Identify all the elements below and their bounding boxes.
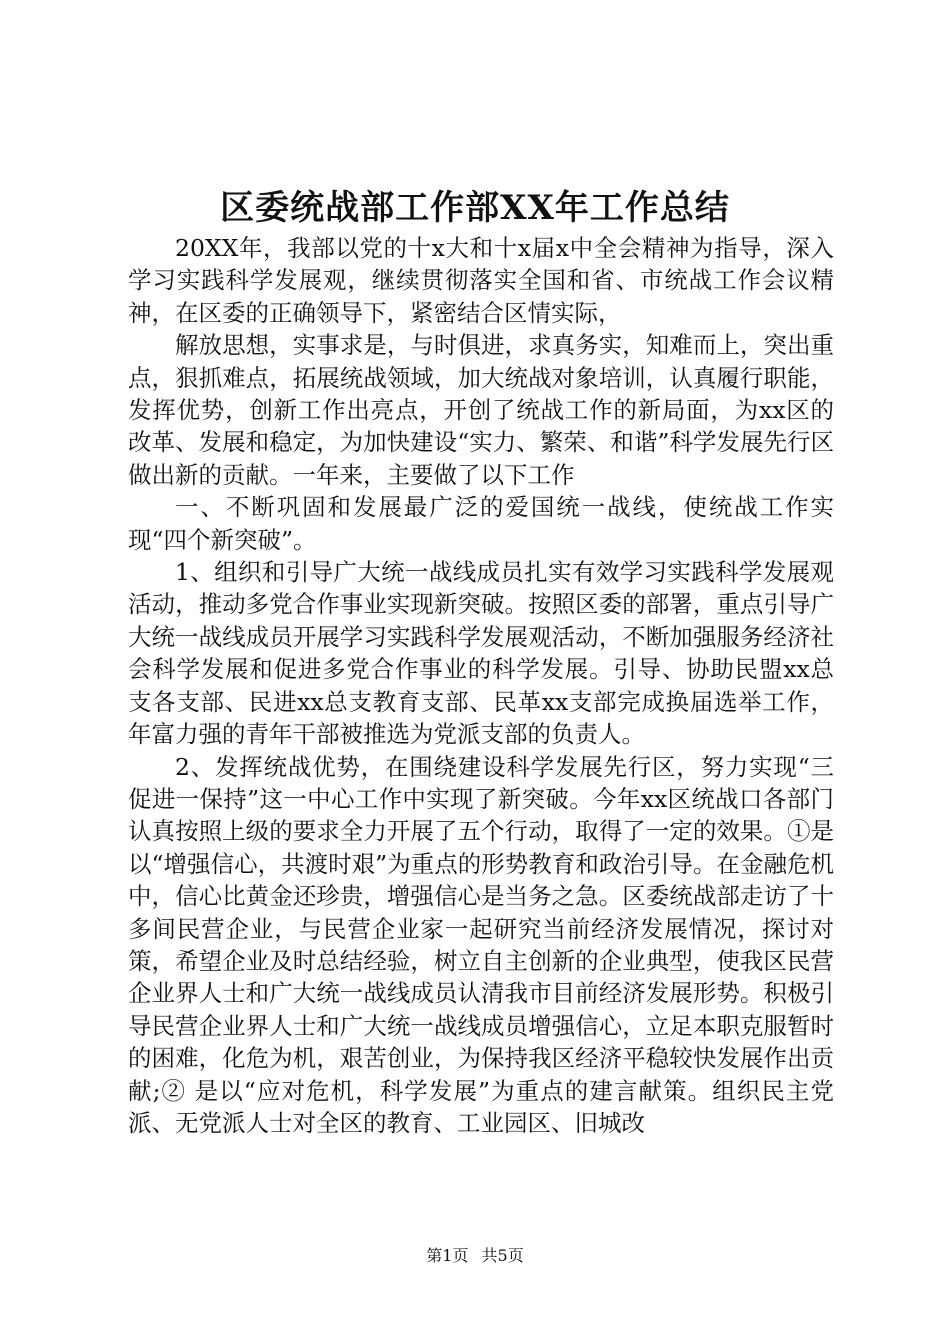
page-footer <box>0 1246 950 1266</box>
paragraph-intro: 20XX年，我部以党的十x大和十x届x中全会精神为指导，深入学习实践科学发展观，继续贯彻落实全国和省、市统战工作会议精神，在区委的正确领导下，紧密结合区情实际， <box>128 234 834 327</box>
page-total: 共5页 <box>481 1246 524 1265</box>
document-body <box>128 232 834 1139</box>
page-number: 第1页 <box>426 1246 469 1265</box>
document-title: 区委统战部工作部XX年工作总结 <box>220 188 730 228</box>
paragraph-item-2: 2、发挥统战优势，在围绕建设科学发展先行区，努力实现“三促进一保持”这一中心工作中实现了新突破。今年xx区统战口各部门认真按照上级的要求全力开展了五个行动，取得了一定的效果。①是以“增强信心，共渡时艰”为重点的形势教育和政治引导。在金融危机中，信心比黄金还珍贵，增强信心是当务之急。区委统战部走访了十多间民营企业，与民营企业家一起研究当前经济发展情况，探讨对策，希望企业及时总结经验，树立自主创新的企业典型，使我区民营企业界人士和广大统一战线成员认清我市目前经济发展形势。积极引导民营企业界人士和广大统一战线成员增强信心，立足本职克服暂时的困难，化危为机，艰苦创业，为保持我区经济平稳较快发展作出贡献;② 是以“应对危机，科学发展”为重点的建言献策。组织民主党派、无党派人士对全区的教育、工业园区、旧城改 <box>128 752 834 1137</box>
section-heading-1: 一、不断巩固和发展最广泛的爱国统一战线，使统战工作实现“四个新突破”。 <box>128 493 834 554</box>
paragraph-summary: 解放思想，实事求是，与时俱进，求真务实，知难而上，突出重点，狠抓难点，拓展统战领域，加大统战对象培训，认真履行职能，发挥优势，创新工作出亮点，开创了统战工作的新局面，为xx区的改革、发展和稳定，为加快建设“实力、繁荣、和谐”科学发展先行区做出新的贡献。一年来，主要做了以下工作 <box>128 331 834 489</box>
paragraph-item-1: 1、组织和引导广大统一战线成员扎实有效学习实践科学发展观活动，推动多党合作事业实现新突破。按照区委的部署，重点引导广大统一战线成员开展学习实践科学发展观活动，不断加强服务经济社会科学发展和促进多党合作事业的科学发展。引导、协助民盟xx总支各支部、民进xx总支教育支部、民革xx支部完成换届选举工作，年富力强的青年干部被推选为党派支部的负责人。 <box>128 558 834 749</box>
